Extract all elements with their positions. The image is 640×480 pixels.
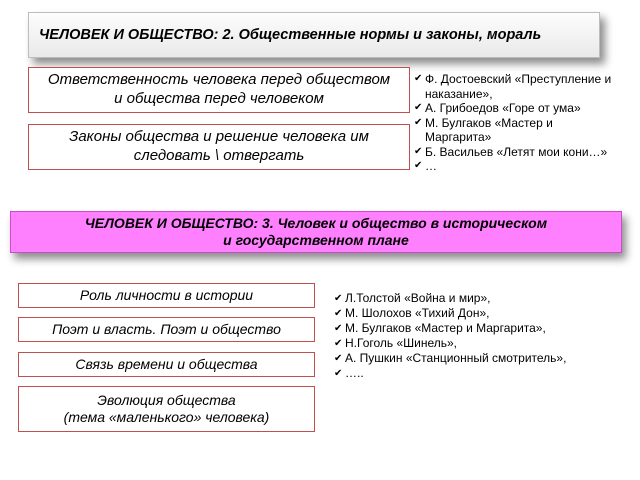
list-item: ✔ Н.Гоголь «Шинель»,	[334, 336, 458, 350]
topic-evolution-box	[18, 386, 315, 432]
topic-personality-text: Роль личности в истории	[79, 286, 254, 303]
section3-title: ЧЕЛОВЕК И ОБЩЕСТВО: 3. Человек и общество в историческом и государственном плане	[84, 214, 548, 248]
list-item: ✔ А. Пушкин «Станционный смотритель»,	[334, 351, 567, 365]
list-item: ✔ А. Грибоедов «Горе от ума»	[414, 101, 581, 115]
list-item: ✔ Ф. Достоевский «Преступление и наказание»,	[414, 72, 612, 101]
section2-works-list	[414, 72, 614, 174]
topic-poet-text: Поэт и власть. Поэт и общество	[52, 320, 281, 337]
check-icon: ✔	[414, 116, 423, 128]
list-item: ✔ М. Шолохов «Тихий Дон»,	[334, 306, 490, 320]
check-icon: ✔	[334, 368, 343, 379]
check-icon: ✔	[414, 73, 423, 84]
list-item: ✔ М. Булгаков «Мастер и Маргарита»,	[334, 321, 546, 335]
check-icon: ✔	[334, 353, 343, 364]
check-icon: ✔	[414, 145, 423, 157]
topic-time-box	[18, 352, 315, 377]
section2-banner	[28, 12, 600, 58]
topic-responsibility-box	[28, 67, 410, 113]
section3-works-list	[334, 291, 624, 381]
topic-poet-box	[18, 317, 315, 342]
section3-banner	[10, 211, 622, 253]
topic-time-text: Связь времени и общества	[75, 355, 258, 372]
section2-title: ЧЕЛОВЕК И ОБЩЕСТВО: 2. Общественные нормы и законы, мораль	[39, 27, 542, 43]
topic-laws-text: Законы общества и решение человека им следовать \ отвергать	[69, 128, 369, 164]
check-icon: ✔	[334, 308, 343, 319]
list-item: ✔ М. Булгаков «Мастер и Маргарита»	[414, 115, 553, 144]
list-item: ✔ …	[414, 159, 437, 173]
check-icon: ✔	[414, 160, 423, 171]
topic-personality-box	[18, 283, 315, 308]
check-icon: ✔	[414, 102, 423, 113]
list-item: ✔ Л.Толстой «Война и мир»,	[334, 291, 491, 305]
topic-responsibility-text: Ответственность человека перед обществом и общества перед человеком	[47, 71, 391, 107]
topic-evolution-text: Эволюция общества (тема «маленького» человека)	[63, 391, 270, 425]
list-item: ✔ Б. Васильев «Летят мои кони…»	[414, 144, 608, 159]
check-icon: ✔	[334, 293, 343, 304]
check-icon: ✔	[334, 338, 343, 349]
topic-laws-box	[28, 124, 410, 170]
check-icon: ✔	[334, 323, 343, 334]
list-item: ✔ …..	[334, 366, 364, 380]
